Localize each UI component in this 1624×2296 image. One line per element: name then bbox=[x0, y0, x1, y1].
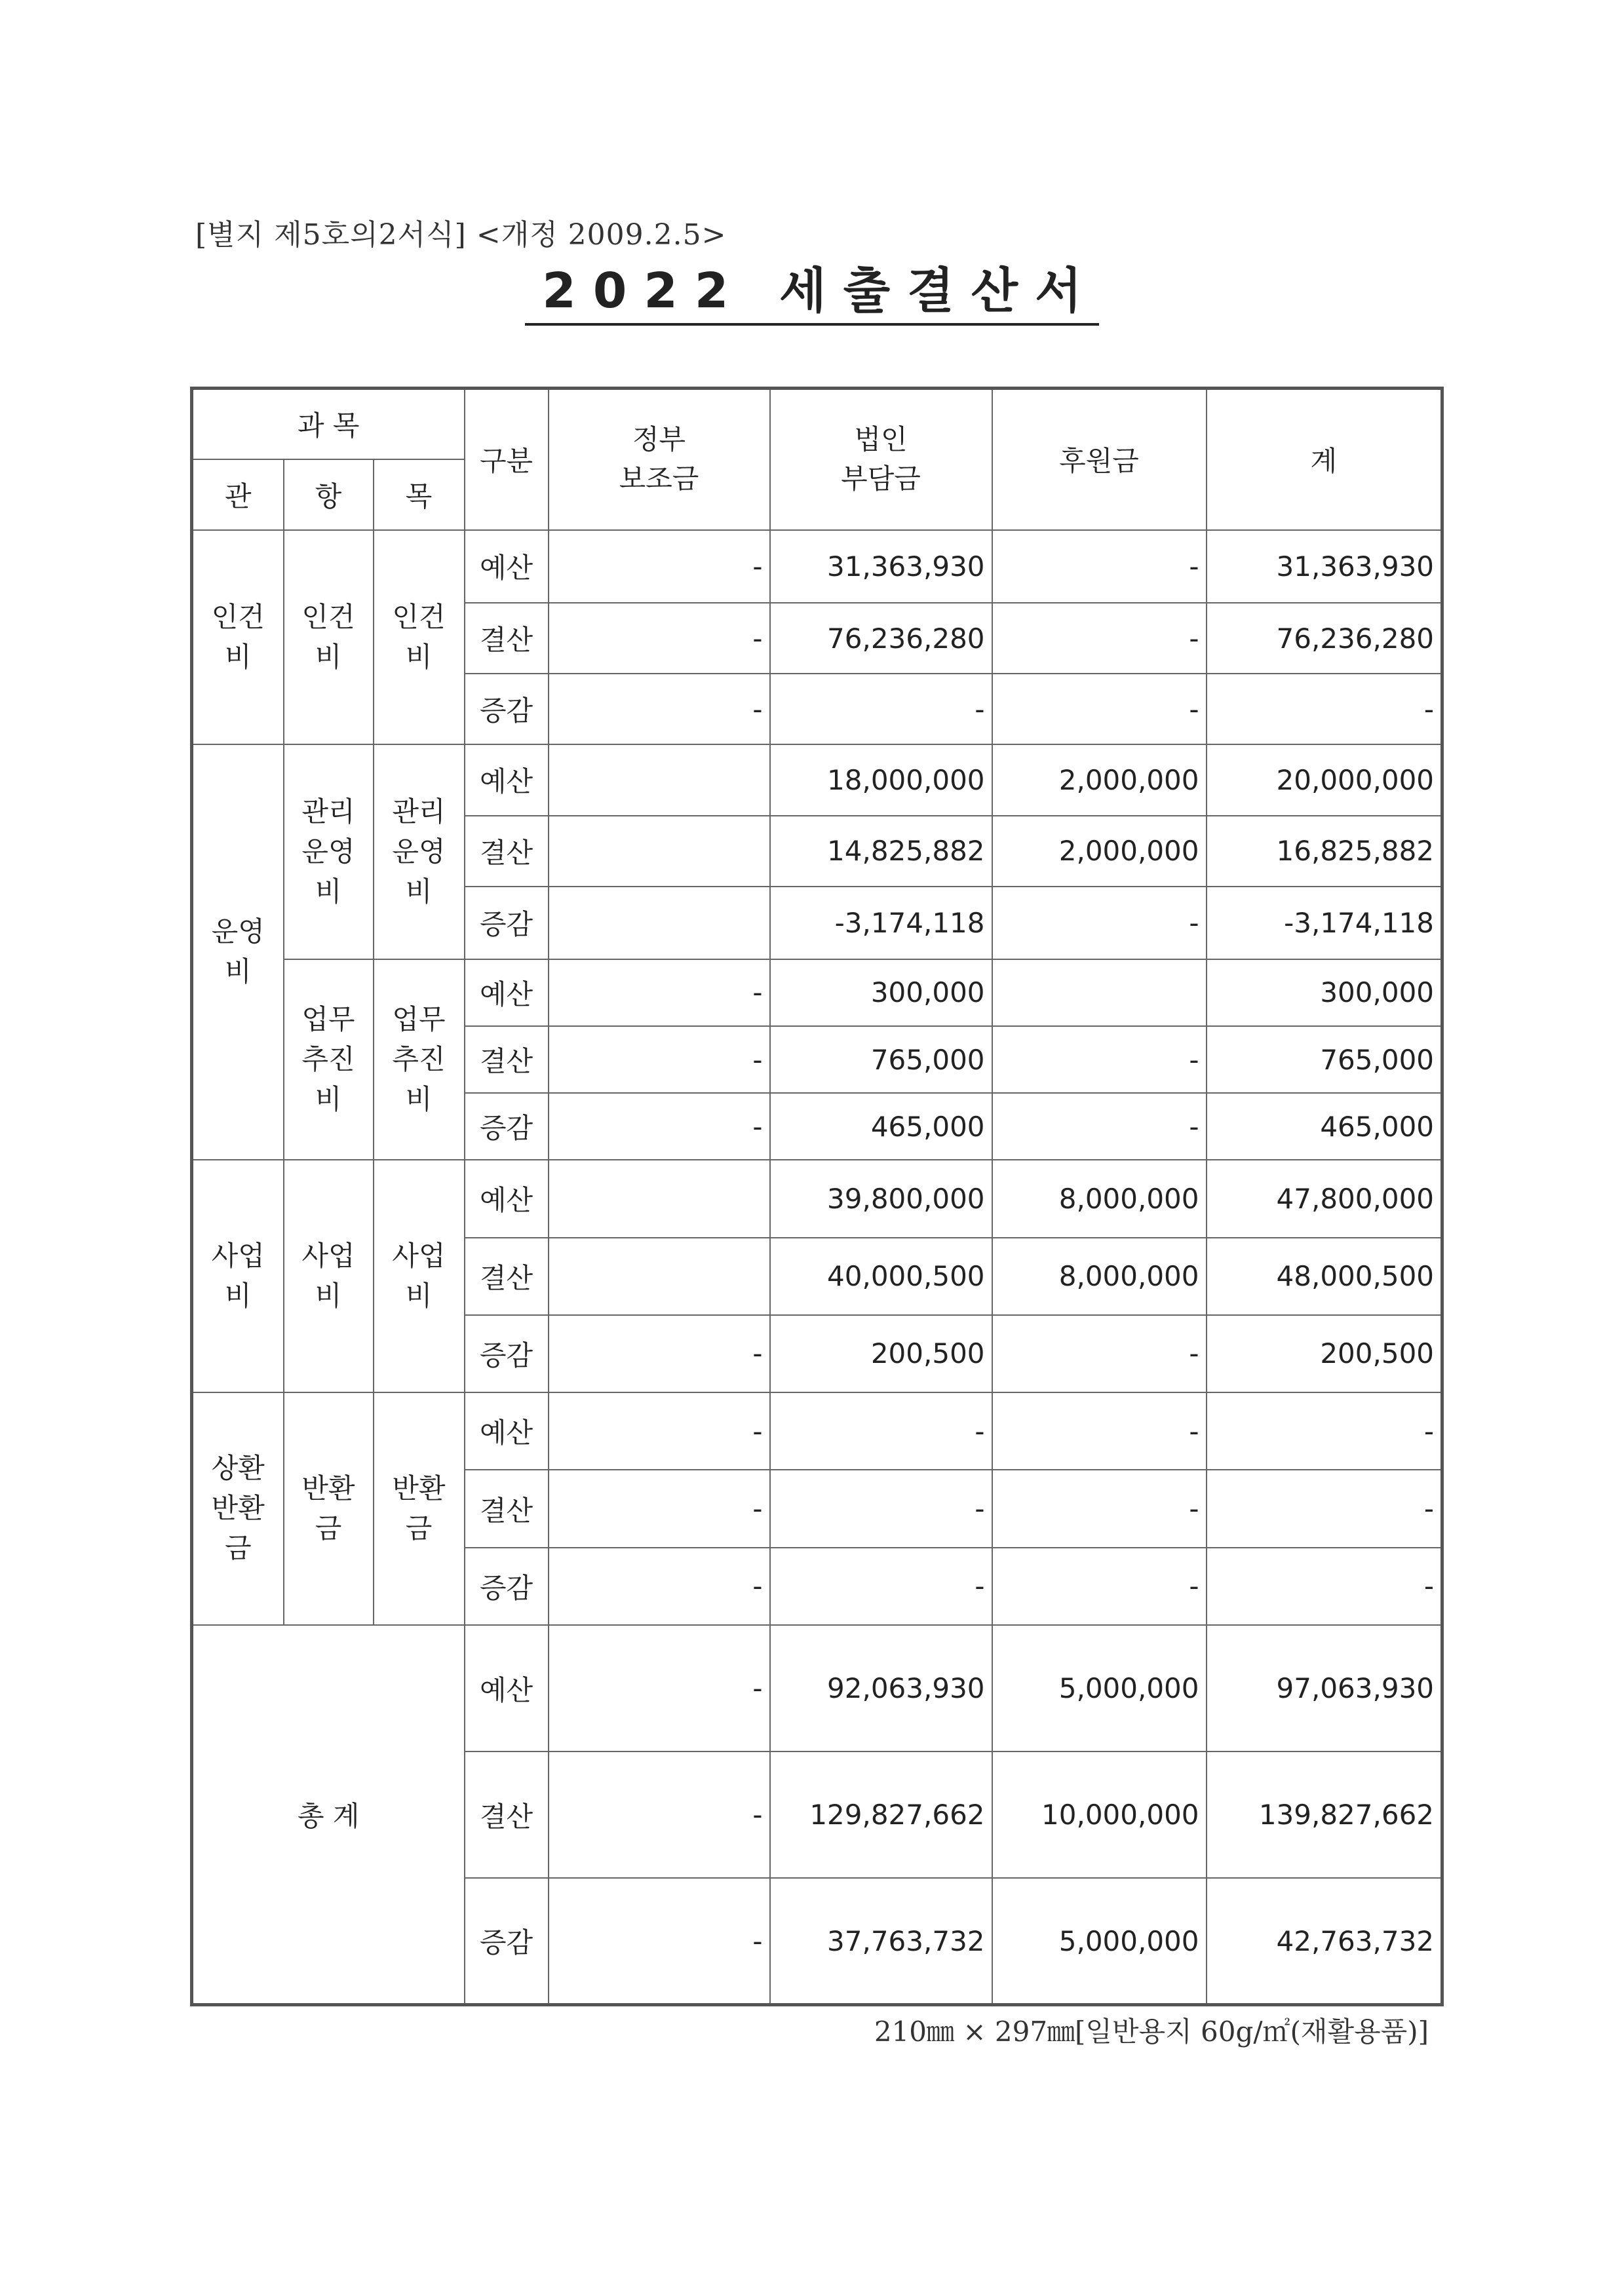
gov-subsidy-cell: - bbox=[549, 1625, 770, 1751]
gubun-cell: 예산 bbox=[465, 1392, 549, 1470]
table-row bbox=[192, 744, 1442, 815]
gov-subsidy-cell: - bbox=[549, 1751, 770, 1878]
gov-subsidy-cell: - bbox=[549, 1470, 770, 1547]
gubun-cell: 결산 bbox=[465, 1238, 549, 1315]
gubun-cell: 증감 bbox=[465, 1315, 549, 1392]
corp-contribution-cell: 37,763,732 bbox=[770, 1878, 992, 2004]
sponsorship-cell: - bbox=[992, 1392, 1207, 1470]
gubun-cell: 증감 bbox=[465, 887, 549, 959]
header-mok: 목 bbox=[374, 459, 465, 530]
corp-contribution-cell: 765,000 bbox=[770, 1026, 992, 1093]
total-cell: 31,363,930 bbox=[1207, 530, 1442, 603]
header-row-top bbox=[192, 389, 1442, 459]
header-gov-subsidy: 정부 보조금 bbox=[549, 389, 770, 530]
mok-cell: 사업비 bbox=[374, 1160, 465, 1392]
sponsorship-cell: - bbox=[992, 603, 1207, 674]
sponsorship-cell bbox=[992, 959, 1207, 1026]
total-cell: 765,000 bbox=[1207, 1026, 1442, 1093]
corp-contribution-cell: 39,800,000 bbox=[770, 1160, 992, 1237]
corp-contribution-cell: - bbox=[770, 1392, 992, 1470]
gov-subsidy-cell: - bbox=[549, 1093, 770, 1160]
total-cell: 16,825,882 bbox=[1207, 816, 1442, 887]
gov-subsidy-cell bbox=[549, 816, 770, 887]
total-cell: 76,236,280 bbox=[1207, 603, 1442, 674]
gwan-cell: 사업비 bbox=[192, 1160, 284, 1392]
total-cell: 200,500 bbox=[1207, 1315, 1442, 1392]
hang-cell: 인건비 bbox=[284, 530, 374, 745]
corp-contribution-cell: 14,825,882 bbox=[770, 816, 992, 887]
header-total: 계 bbox=[1207, 389, 1442, 530]
header-gubun: 구분 bbox=[465, 389, 549, 530]
corp-contribution-cell: 129,827,662 bbox=[770, 1751, 992, 1878]
table-body bbox=[192, 389, 1442, 2005]
document-title-wrap bbox=[0, 262, 1624, 326]
total-cell: 465,000 bbox=[1207, 1093, 1442, 1160]
sponsorship-cell: 5,000,000 bbox=[992, 1878, 1207, 2004]
gov-subsidy-cell bbox=[549, 1160, 770, 1237]
expenditure-settlement-table bbox=[190, 387, 1444, 2006]
sponsorship-cell: - bbox=[992, 674, 1207, 744]
gov-subsidy-cell: - bbox=[549, 1392, 770, 1470]
sponsorship-cell: - bbox=[992, 1548, 1207, 1625]
corp-contribution-cell: 465,000 bbox=[770, 1093, 992, 1160]
gov-subsidy-cell bbox=[549, 887, 770, 959]
sponsorship-cell: 2,000,000 bbox=[992, 744, 1207, 815]
grand-total-row bbox=[192, 1625, 1442, 1751]
gov-subsidy-cell: - bbox=[549, 674, 770, 744]
total-cell: 300,000 bbox=[1207, 959, 1442, 1026]
total-cell: 47,800,000 bbox=[1207, 1160, 1442, 1237]
gov-subsidy-cell bbox=[549, 1238, 770, 1315]
corp-contribution-cell: - bbox=[770, 1470, 992, 1547]
gubun-cell: 예산 bbox=[465, 1160, 549, 1237]
table-row bbox=[192, 530, 1442, 603]
sponsorship-cell: - bbox=[992, 1093, 1207, 1160]
gubun-cell: 증감 bbox=[465, 1878, 549, 2004]
total-cell: -3,174,118 bbox=[1207, 887, 1442, 959]
corp-contribution-cell: -3,174,118 bbox=[770, 887, 992, 959]
table-row bbox=[192, 959, 1442, 1026]
gwan-cell: 운영비 bbox=[192, 744, 284, 1160]
sponsorship-cell: 8,000,000 bbox=[992, 1238, 1207, 1315]
corp-contribution-cell: 18,000,000 bbox=[770, 744, 992, 815]
total-cell: - bbox=[1207, 1548, 1442, 1625]
header-gwan: 관 bbox=[192, 459, 284, 530]
corp-contribution-cell: 31,363,930 bbox=[770, 530, 992, 603]
sponsorship-cell: 5,000,000 bbox=[992, 1625, 1207, 1751]
sponsorship-cell: - bbox=[992, 887, 1207, 959]
table-row bbox=[192, 1160, 1442, 1237]
paper-spec-footer: 210㎜ × 297㎜[일반용지 60g/㎡(재활용품)] bbox=[874, 2016, 1429, 2048]
document-title: 2022 세출결산서 bbox=[525, 262, 1098, 326]
gubun-cell: 증감 bbox=[465, 1548, 549, 1625]
sponsorship-cell: - bbox=[992, 1026, 1207, 1093]
gubun-cell: 예산 bbox=[465, 530, 549, 603]
corp-contribution-cell: - bbox=[770, 1548, 992, 1625]
total-cell: - bbox=[1207, 674, 1442, 744]
gov-subsidy-cell bbox=[549, 744, 770, 815]
sponsorship-cell: 10,000,000 bbox=[992, 1751, 1207, 1878]
total-cell: 42,763,732 bbox=[1207, 1878, 1442, 2004]
gubun-cell: 결산 bbox=[465, 1751, 549, 1878]
total-cell: 97,063,930 bbox=[1207, 1625, 1442, 1751]
gov-subsidy-cell: - bbox=[549, 603, 770, 674]
gubun-cell: 결산 bbox=[465, 816, 549, 887]
corp-contribution-cell: 300,000 bbox=[770, 959, 992, 1026]
total-cell: 48,000,500 bbox=[1207, 1238, 1442, 1315]
gubun-cell: 결산 bbox=[465, 603, 549, 674]
hang-cell: 반환금 bbox=[284, 1392, 374, 1625]
gwan-cell: 상환 반환금 bbox=[192, 1392, 284, 1625]
header-subject: 과 목 bbox=[192, 389, 465, 459]
gov-subsidy-cell: - bbox=[549, 1026, 770, 1093]
hang-cell: 관리 운영비 bbox=[284, 744, 374, 959]
gov-subsidy-cell: - bbox=[549, 1315, 770, 1392]
mok-cell: 업무 추진비 bbox=[374, 959, 465, 1160]
corp-contribution-cell: 200,500 bbox=[770, 1315, 992, 1392]
mok-cell: 관리 운영비 bbox=[374, 744, 465, 959]
gov-subsidy-cell: - bbox=[549, 1878, 770, 2004]
gov-subsidy-cell: - bbox=[549, 530, 770, 603]
gubun-cell: 결산 bbox=[465, 1470, 549, 1547]
header-hang: 항 bbox=[284, 459, 374, 530]
sponsorship-cell: - bbox=[992, 530, 1207, 603]
gubun-cell: 결산 bbox=[465, 1026, 549, 1093]
total-cell: 139,827,662 bbox=[1207, 1751, 1442, 1878]
total-cell: - bbox=[1207, 1392, 1442, 1470]
mok-cell: 인건비 bbox=[374, 530, 465, 745]
header-corp-contribution: 법인 부담금 bbox=[770, 389, 992, 530]
hang-cell: 업무 추진비 bbox=[284, 959, 374, 1160]
gubun-cell: 예산 bbox=[465, 744, 549, 815]
sponsorship-cell: - bbox=[992, 1470, 1207, 1547]
gov-subsidy-cell: - bbox=[549, 959, 770, 1026]
corp-contribution-cell: 76,236,280 bbox=[770, 603, 992, 674]
total-cell: - bbox=[1207, 1470, 1442, 1547]
corp-contribution-cell: 92,063,930 bbox=[770, 1625, 992, 1751]
sponsorship-cell: 8,000,000 bbox=[992, 1160, 1207, 1237]
total-cell: 20,000,000 bbox=[1207, 744, 1442, 815]
sponsorship-cell: 2,000,000 bbox=[992, 816, 1207, 887]
table-row bbox=[192, 1392, 1442, 1470]
gubun-cell: 예산 bbox=[465, 1625, 549, 1751]
hang-cell: 사업비 bbox=[284, 1160, 374, 1392]
form-label: [별지 제5호의2서식] <개정 2009.2.5> bbox=[195, 218, 727, 252]
sponsorship-cell: - bbox=[992, 1315, 1207, 1392]
mok-cell: 반환금 bbox=[374, 1392, 465, 1625]
gwan-cell: 인건비 bbox=[192, 530, 284, 745]
corp-contribution-cell: - bbox=[770, 674, 992, 744]
corp-contribution-cell: 40,000,500 bbox=[770, 1238, 992, 1315]
gubun-cell: 예산 bbox=[465, 959, 549, 1026]
grand-total-label: 총 계 bbox=[192, 1625, 465, 2005]
gov-subsidy-cell: - bbox=[549, 1548, 770, 1625]
header-sponsorship: 후원금 bbox=[992, 389, 1207, 530]
gubun-cell: 증감 bbox=[465, 1093, 549, 1160]
gubun-cell: 증감 bbox=[465, 674, 549, 744]
